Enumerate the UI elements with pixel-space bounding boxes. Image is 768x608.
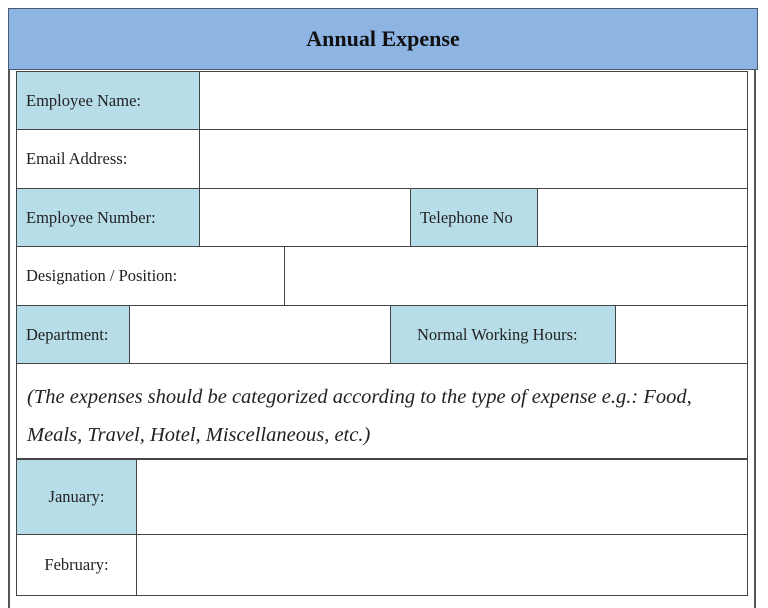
working-hours-label: Normal Working Hours: [390,305,616,364]
employee-name-label: Employee Name: [16,71,200,130]
february-label: February: [16,534,137,596]
january-field[interactable] [136,459,748,535]
employee-number-field[interactable] [199,188,411,247]
email-address-field[interactable] [199,129,748,189]
department-label: Department: [16,305,130,364]
department-field[interactable] [129,305,391,364]
email-address-label: Email Address: [16,129,200,189]
designation-label: Designation / Position: [16,246,285,306]
telephone-field[interactable] [537,188,748,247]
employee-name-field[interactable] [199,71,748,130]
form-header [8,8,758,70]
form-title: Annual Expense [306,26,460,51]
working-hours-field[interactable] [615,305,748,364]
january-label: January: [16,459,137,535]
employee-number-label: Employee Number: [16,188,200,247]
february-field[interactable] [136,534,748,596]
expense-category-note: (The expenses should be categorized according to the type of expense e.g.: Food, Meals, Travel, Hotel, Miscellaneous, etc.) [16,363,748,459]
designation-field[interactable] [284,246,748,306]
telephone-label: Telephone No [410,188,538,247]
